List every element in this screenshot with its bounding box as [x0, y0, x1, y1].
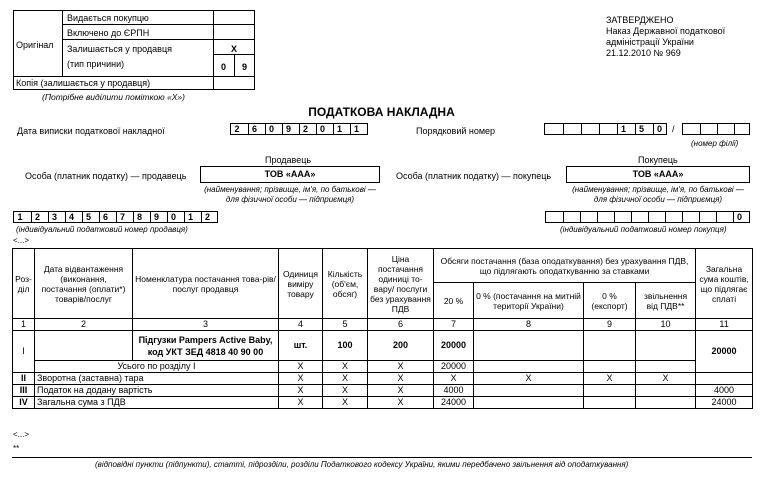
remains-seller-mark[interactable]: X — [230, 44, 237, 54]
section-iii-qty: X — [323, 385, 368, 397]
footer-line — [12, 457, 752, 458]
reason-code-1[interactable]: 0 — [220, 62, 226, 72]
section-iii-unit: X — [279, 385, 323, 397]
buyer-name-field[interactable]: ТОВ «ААА» — [566, 166, 750, 183]
double-star: ** — [13, 444, 20, 453]
col-number: 10 — [636, 319, 696, 331]
approved-line-3: адміністрації України — [606, 37, 694, 47]
copy-label[interactable]: Копія (залишається у продавця) — [16, 78, 151, 88]
item-vat20[interactable]: 20000 — [434, 331, 474, 361]
ellipsis-1: <...> — [13, 236, 30, 245]
section-ii-exempt: X — [636, 373, 696, 385]
seller-tax-digit: 5 — [82, 212, 94, 223]
mark-note: (Потрібне виділити поміткою «X») — [42, 92, 185, 102]
seller-tax-digit: 1 — [184, 212, 196, 223]
buyer-tax-field[interactable] — [545, 211, 750, 223]
row-section-iii: ІІІ — [13, 385, 35, 397]
item-unit[interactable]: шт. — [279, 331, 323, 361]
buyer-label: Особа (платник податку) — покупець — [396, 171, 552, 181]
section-iii-vat20[interactable]: 4000 — [434, 385, 474, 397]
seller-tax-digit: 9 — [150, 212, 162, 223]
section-i-unit: X — [279, 361, 323, 373]
item-qty[interactable]: 100 — [323, 331, 368, 361]
reason-type-label: (тип причини) — [67, 59, 125, 69]
seller-tax-digit: 2 — [201, 212, 213, 223]
table-row-item — [13, 331, 753, 361]
section-ii-price: X — [368, 373, 434, 385]
row-section-i: І — [13, 331, 35, 373]
table-row-section-iii — [13, 385, 753, 397]
buyer-tax-digit: 0 — [733, 212, 745, 223]
date-digit: 1 — [333, 124, 345, 135]
section-iii-label: Податок на додану вартість — [35, 385, 279, 397]
seller-note-1: (найменування; прізвище, ім'я, по батькові — — [204, 185, 376, 194]
section-iii-total[interactable]: 4000 — [696, 385, 753, 397]
seller-note-2: для фізичної особи — підприємця) — [225, 195, 355, 204]
hdr-price: Ціна постачання одиниці то-вару/ послуги без урахування ПДВ — [368, 249, 434, 319]
option-remains-seller[interactable]: Залишається у продавця — [67, 44, 172, 54]
date-digit: 0 — [265, 124, 277, 135]
buyer-note-1: (найменування; прізвище, ім'я, по батькові — — [572, 185, 744, 194]
seller-tax-digit: 4 — [65, 212, 77, 223]
hdr-nomenclature: Номенклатура постачання това-рів/послуг продавця — [133, 249, 279, 319]
date-field[interactable] — [230, 123, 368, 135]
page-title: ПОДАТКОВА НАКЛАДНА — [308, 105, 455, 119]
approved-line-1: ЗАТВЕРДЖЕНО — [606, 15, 674, 25]
seller-tax-digit: 0 — [167, 212, 179, 223]
hdr-total: Загальна сума коштів, що підлягає сплаті — [696, 249, 753, 319]
seller-tax-note: (індивідуальний податковий номер продавця) — [16, 225, 188, 234]
seller-tax-digit: 2 — [31, 212, 43, 223]
item-total[interactable]: 20000 — [696, 331, 753, 373]
original-label: Оригінал — [16, 40, 54, 50]
col-number: 4 — [279, 319, 323, 331]
item-name-line-1: Підгузки Pampers Active Baby, — [138, 334, 273, 345]
footer-note: (відповідні пункти (підпункти), статті, підрозділи, розділи Податкового кодексу України, якими передбачено звільнення від оподаткування) — [95, 460, 629, 469]
serial-digit: 5 — [635, 124, 647, 135]
hdr-zero-customs: 0 % (постачання на митній території України) — [474, 283, 584, 319]
col-number: 6 — [368, 319, 434, 331]
approved-block — [606, 15, 725, 59]
option-included-erpn[interactable]: Включено до ЄРПН — [67, 28, 150, 38]
section-iii-price: X — [368, 385, 434, 397]
invoice-table — [12, 248, 753, 409]
section-iv-price: X — [368, 397, 434, 409]
section-iv-total[interactable]: 24000 — [696, 397, 753, 409]
section-iv-unit: X — [279, 397, 323, 409]
hdr-ship-date: Дата відвантаження (виконання, постачання (оплати*) товарів/послуг — [35, 249, 133, 319]
section-i-price: X — [368, 361, 434, 373]
section-iv-label: Загальна сума з ПДВ — [35, 397, 279, 409]
section-ii-label: Зворотна (заставна) тара — [35, 373, 279, 385]
col-number: 5 — [323, 319, 368, 331]
section-ii-unit: X — [279, 373, 323, 385]
item-name-cell[interactable] — [133, 331, 279, 361]
row-section-ii: ІІ — [13, 373, 35, 385]
hdr-volume-group: Обсяги постачання (база оподаткування) без урахування ПДВ, що підлягають оподаткуванню за ставками — [434, 249, 696, 283]
original-block — [13, 10, 255, 90]
table-row-section-ii — [13, 373, 753, 385]
section-ii-vat20: X — [434, 373, 474, 385]
section-i-qty: X — [323, 361, 368, 373]
col-number: 8 — [474, 319, 584, 331]
section-iv-vat20[interactable]: 24000 — [434, 397, 474, 409]
seller-tax-digit: 3 — [48, 212, 60, 223]
table-row-section-total — [13, 361, 753, 373]
section-iv-qty: X — [323, 397, 368, 409]
section-ii-customs: X — [474, 373, 584, 385]
date-digit: 9 — [282, 124, 294, 135]
seller-label: Особа (платник податку) — продавець — [25, 171, 187, 181]
col-number: 3 — [133, 319, 279, 331]
seller-tax-digit: 7 — [116, 212, 128, 223]
option-issued-to-buyer[interactable]: Видається покупцю — [67, 13, 149, 23]
section-ii-export: X — [584, 373, 636, 385]
col-number: 1 — [13, 319, 35, 331]
approved-line-4: 21.12.2010 № 969 — [606, 48, 681, 58]
seller-tax-digit: 6 — [99, 212, 111, 223]
date-digit: 0 — [316, 124, 328, 135]
seller-tax-field[interactable] — [13, 211, 218, 223]
ellipsis-2: <...> — [13, 430, 30, 439]
col-number: 11 — [696, 319, 753, 331]
date-label: Дата виписки податкової накладної — [17, 126, 165, 136]
hdr-section: Роз-діл — [13, 249, 35, 319]
reason-code-2[interactable]: 9 — [241, 62, 247, 72]
hdr-qty: Кількість (об'єм, обсяг) — [323, 249, 368, 319]
hdr-unit: Одиниця виміру товару — [279, 249, 323, 319]
hdr-vat20: 20 % — [434, 283, 474, 319]
row-section-iv: IV — [13, 397, 35, 409]
buyer-tax-note: (індивідуальний податковий номер покупця) — [560, 225, 727, 234]
col-number: 9 — [584, 319, 636, 331]
serial-field[interactable] — [544, 123, 667, 135]
date-digit: 6 — [248, 124, 260, 135]
item-price[interactable]: 200 — [368, 331, 434, 361]
section-i-vat20[interactable]: 20000 — [434, 361, 474, 373]
seller-tax-digit: 1 — [17, 212, 23, 222]
hdr-zero-export: 0 % (експорт) — [584, 283, 636, 319]
item-name-line-2: код УКТ ЗЕД 4818 40 90 00 — [147, 346, 264, 357]
branch-field[interactable] — [682, 123, 750, 135]
section-ii-qty: X — [323, 373, 368, 385]
buyer-note-2: для фізичної особи — підприємця) — [593, 195, 723, 204]
branch-note: (номер філії) — [691, 139, 739, 148]
date-digit: 2 — [234, 124, 240, 134]
seller-heading: Продавець — [265, 155, 312, 165]
serial-slash: / — [672, 124, 675, 134]
col-number: 7 — [434, 319, 474, 331]
seller-tax-digit: 8 — [133, 212, 145, 223]
date-digit: 1 — [350, 124, 362, 135]
section-i-total-label: Усього по розділу І — [35, 361, 279, 373]
serial-label: Порядковий номер — [416, 126, 496, 136]
buyer-heading: Покупець — [638, 155, 678, 165]
serial-digit: 0 — [653, 124, 665, 135]
serial-digit: 1 — [617, 124, 629, 135]
col-number-row — [13, 319, 753, 331]
table-row-section-iv — [13, 397, 753, 409]
seller-name-field[interactable]: ТОВ «ААА» — [200, 166, 380, 183]
col-number: 2 — [35, 319, 133, 331]
hdr-exempt: звільнення від ПДВ** — [636, 283, 696, 319]
date-digit: 2 — [299, 124, 311, 135]
approved-line-2: Наказ Державної податкової — [606, 26, 726, 36]
